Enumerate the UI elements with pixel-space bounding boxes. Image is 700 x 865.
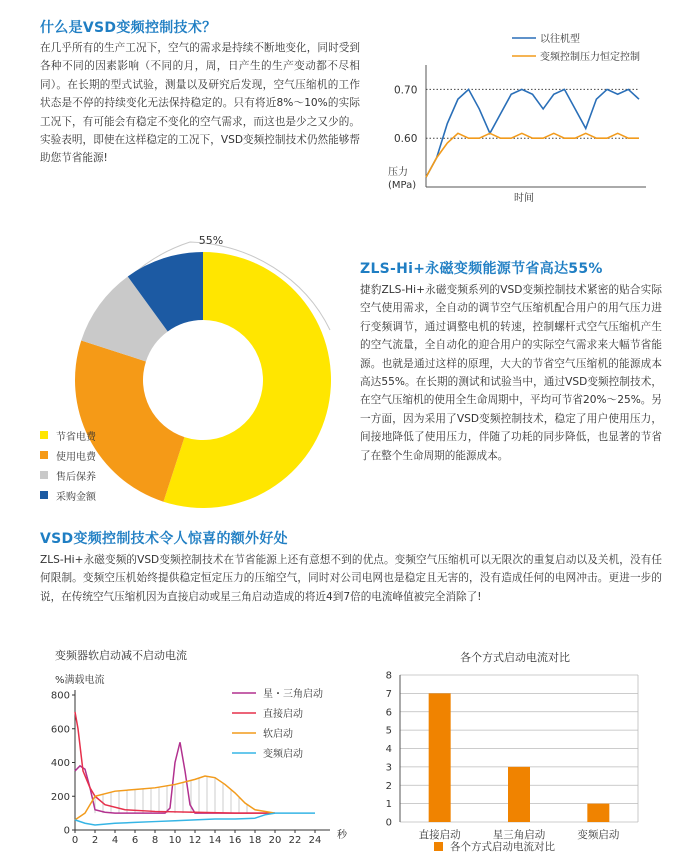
y-tick-label: 3 bbox=[385, 762, 392, 774]
section3-paragraph: ZLS-Hi+永磁变频的VSD变频控制技术在节省能源上还有意想不到的优点。变频空气压缩机可以无限次的重复启动以及关机，没有任何限制。变频空压机始终提供稳定恒定压力的压缩空气，同时对公司电网也是稳定且无害的，没有造成任何的电网冲击。更进一步的说，在传统空气压缩机因为直接启动或星三角启动造成的将近4到7倍的电流峰值被完全消除了! bbox=[40, 554, 662, 603]
x-tick-label: 18 bbox=[248, 835, 262, 846]
legend-item-use bbox=[40, 445, 96, 465]
y-tick-label: 7 bbox=[385, 688, 392, 700]
bar-series bbox=[429, 693, 610, 822]
y-tick-label: 200 bbox=[50, 791, 70, 803]
x-tick-label: 24 bbox=[308, 835, 322, 846]
x-tick-label: 20 bbox=[268, 835, 282, 846]
legend-item-purchase bbox=[40, 485, 96, 505]
y-tick-label: 400 bbox=[50, 758, 70, 769]
x-tick-label: 0 bbox=[71, 835, 79, 846]
legend-label-direct: 直接启动 bbox=[263, 709, 303, 720]
y-tick-label: 4 bbox=[385, 744, 392, 755]
legend-label-star-delta: 星・三角启动 bbox=[263, 689, 323, 700]
series-line-vsd bbox=[426, 133, 639, 177]
y-tick-label: 6 bbox=[385, 707, 392, 719]
x-tick-label: 直接启动 bbox=[418, 829, 461, 841]
y-tick-label: 0 bbox=[63, 825, 70, 837]
section1-title: 什么是VSD变频控制技术？ bbox=[40, 20, 217, 36]
x-tick-label: 星三角启动 bbox=[492, 829, 546, 841]
startup-chart-title: 变频器软启动减不启动电流 bbox=[55, 649, 187, 662]
y-tick-060: 0.60 bbox=[394, 133, 418, 146]
pressure-legend bbox=[512, 32, 640, 63]
pressure-chart bbox=[384, 25, 684, 210]
x-tick-label: 6 bbox=[131, 835, 139, 846]
y-tick-label: 0 bbox=[385, 817, 392, 829]
legend-label-old: 以往机型 bbox=[540, 34, 580, 45]
section2-title: ZLS-Hi+永磁变频能源节省高达55% bbox=[360, 261, 603, 277]
legend-label-soft: 软启动 bbox=[263, 729, 293, 740]
bar-1 bbox=[429, 693, 451, 822]
y-tick-label: 8 bbox=[385, 670, 392, 682]
legend-item-service bbox=[40, 465, 96, 485]
y-tick-label: 800 bbox=[50, 690, 70, 702]
bar-legend-swatch bbox=[434, 842, 443, 851]
x-tick-label: 12 bbox=[188, 835, 202, 846]
x-tick-label: 4 bbox=[111, 835, 119, 846]
legend-label: 售后保养 bbox=[56, 471, 96, 483]
y-tick-label: 600 bbox=[50, 724, 70, 736]
x-label: 时间 bbox=[514, 193, 534, 204]
donut-percent-label: 55% bbox=[198, 234, 224, 247]
startup-chart-xlabel: 秒 bbox=[337, 830, 347, 841]
series-line-4 bbox=[75, 813, 315, 825]
x-tick-label: 10 bbox=[168, 835, 182, 846]
y-label-line1: 压力 bbox=[388, 167, 408, 178]
legend-swatch bbox=[40, 431, 48, 439]
legend-swatch bbox=[40, 471, 48, 479]
startup-legend bbox=[232, 687, 323, 760]
y-label-line2: (MPa) bbox=[388, 180, 417, 191]
x-tick-label: 16 bbox=[228, 835, 242, 846]
legend-label: 采购金额 bbox=[56, 491, 96, 503]
legend-item-save bbox=[40, 425, 96, 445]
y-tick-label: 1 bbox=[385, 799, 392, 811]
y-tick-070: 0.70 bbox=[394, 84, 418, 97]
y-tick-label: 2 bbox=[385, 780, 392, 792]
legend-label-vfd: 变频启动 bbox=[263, 749, 303, 760]
bar-x-ticks bbox=[419, 828, 620, 841]
section1-paragraph: 在几乎所有的生产工况下，空气的需求是持续不断地变化，同时受到各种不同的因素影响（不同的月，周，日产生的生产变动都不尽相同）。在长期的型式试验，测量以及研究后发现，空气压缩机的工作状态是不停的持续变化无法保持稳定的。只有将近8%～10%的实际工况下，有可能会有稳定不变化的空气需求，而这也是少之又少的。实验表明，即使在这样稳定的工况下，VSD变频控制技术仍然能够帮助您节省能源! bbox=[40, 42, 360, 165]
legend-swatch bbox=[40, 491, 48, 499]
x-tick-label: 2 bbox=[91, 835, 99, 846]
x-tick-label: 8 bbox=[151, 835, 159, 846]
x-tick-label: 22 bbox=[288, 835, 302, 846]
bar-chart bbox=[370, 645, 670, 863]
donut-legend bbox=[40, 425, 96, 505]
x-tick-label: 变频启动 bbox=[577, 829, 620, 841]
donut-slices bbox=[75, 252, 331, 508]
bar-chart-title: 各个方式启动电流对比 bbox=[460, 651, 570, 664]
startup-chart-ylabel: %满载电流 bbox=[55, 675, 105, 686]
legend-label: 节省电费 bbox=[56, 431, 96, 443]
section3-title: VSD变频控制技术令人惊喜的额外好处 bbox=[40, 531, 288, 547]
section2-paragraph: 捷豹ZLS-Hi+永磁变频系列的VSD变频控制技术紧密的贴合实际空气使用需求，全自动的调节空气压缩机配合用户的用气压力进行变频调节，通过调整电机的转速，控制螺杆式空气压缩机产生的空气流量，全自动化的迎合用户的实际空气需求来大幅节省能源。也就是通过这样的原理，大大的节省空气压缩机的能源成本高达55%。在长期的测试和试验当中，通过VSD变频控制技术，在空气压缩机的使用全生命周期中，平均可节省20%～25%。另一方面，因为采用了VSD变频控制技术，稳定了用户使用压力，间接地降低了使用压力，伴随了功耗的同步降低，也显著的节省了在整个生命周期的能源成本。 bbox=[360, 284, 662, 462]
x-tick-label: 14 bbox=[208, 835, 222, 846]
legend-label: 使用电费 bbox=[56, 451, 96, 463]
startup-current-chart bbox=[35, 645, 355, 860]
legend-swatch bbox=[40, 451, 48, 459]
legend-label-vsd: 变频控制压力恒定控制 bbox=[540, 52, 640, 63]
bar-legend-label: 各个方式启动电流对比 bbox=[450, 841, 555, 853]
y-tick-label: 5 bbox=[385, 725, 392, 737]
bar-2 bbox=[508, 767, 530, 822]
bar-3 bbox=[587, 804, 609, 822]
